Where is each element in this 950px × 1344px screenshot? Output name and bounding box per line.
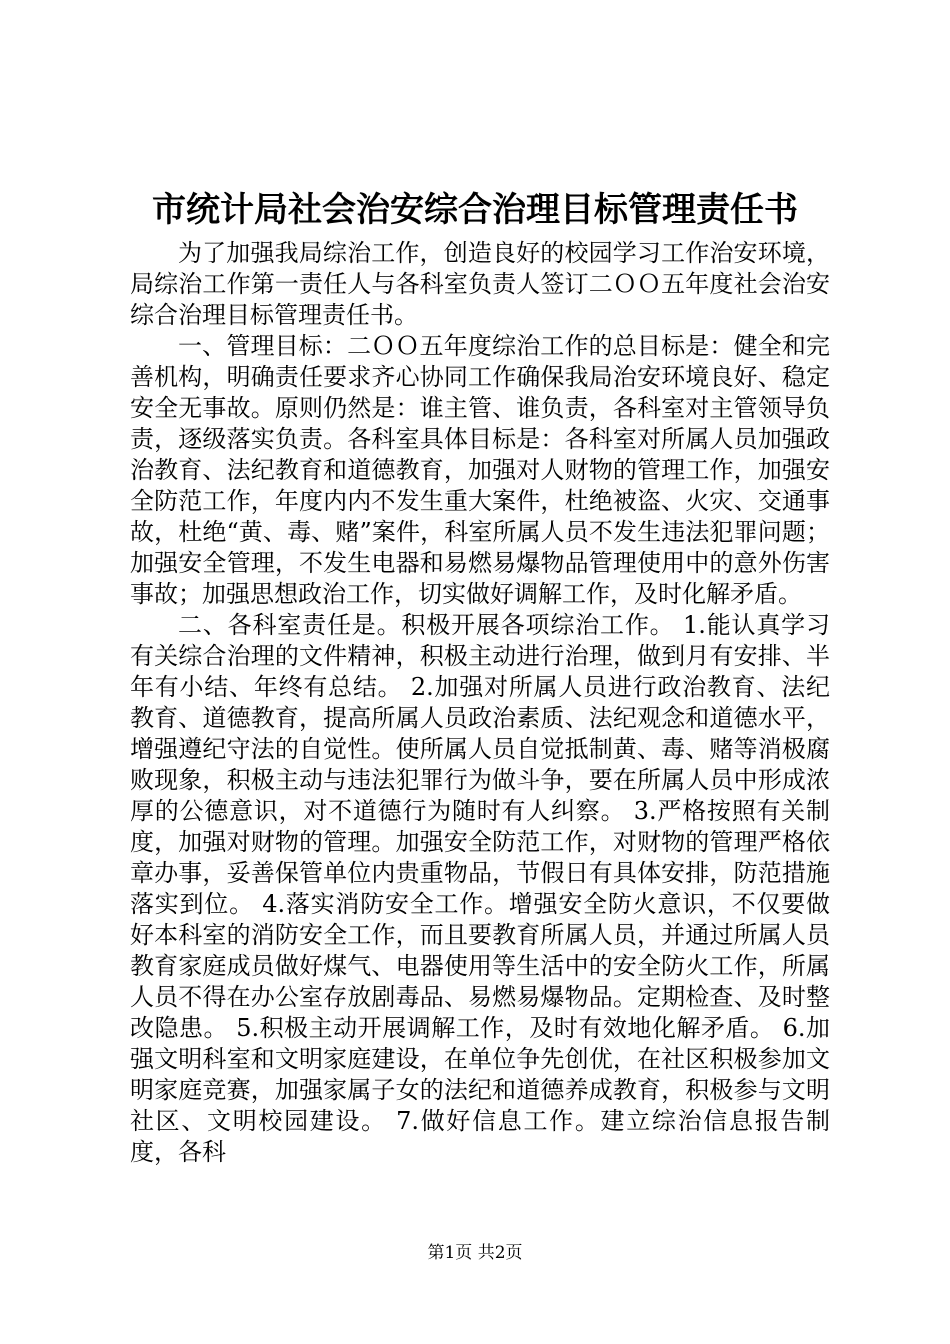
paragraph-management-goals: 一、管理目标：二ＯＯ五年度综治工作的总目标是：健全和完善机构，明确责任要求齐心协同工作确保我局治安环境良好、稳定安全无事故。原则仍然是：谁主管、谁负责，各科室对主管领导负责，逐级落实负责。各科室具体目标是：各科室对所属人员加强政治教育、法纪教育和道德教育，加强对人财物的管理工作，加强安全防范工作，年度内内不发生重大案件，杜绝被盗、火灾、交通事故，杜绝“黄、毒、赌”案件，科室所属人员不发生违法犯罪问题；加强安全管理，不发生电器和易燃易爆物品管理使用中的意外伤害事故；加强思想政治工作，切实做好调解工作，及时化解矛盾。 [130,332,830,608]
page-footer: 第1页 共2页 [427,1243,523,1263]
document-title: 市统计局社会治安综合治理目标管理责任书 [152,190,798,230]
paragraph-section-responsibilities: 二、各科室责任是。积极开展各项综治工作。 1.能认真学习有关综合治理的文件精神，积极主动进行治理，做到月有安排、半年有小结、年终有总结。 2.加强对所属人员进行政治教育、法纪教育、道德教育，提高所属人员政治素质、法纪观念和道德水平，增强遵纪守法的自觉性。使所属人员自觉抵制黄、毒、赌等消极腐败现象，积极主动与违法犯罪行为做斗争，要在所属人员中形成浓厚的公德意识，对不道德行为随时有人纠察。 3.严格按照有关制度，加强对财物的管理。加强安全防范工作，对财物的管理严格依章办事，妥善保管单位内贵重物品，节假日有具体安排，防范措施落实到位。 4.落实消防安全工作。增强安全防火意识，不仅要做好本科室的消防安全工作，而且要教育所属人员，并通过所属人员教育家庭成员做好煤气、电器使用等生活中的安全防火工作，所属人员不得在办公室存放剧毒品、易燃易爆物品。定期检查、及时整改隐患。 5.积极主动开展调解工作，及时有效地化解矛盾。 6.加强文明科室和文明家庭建设，在单位争先创优，在社区积极参加文明家庭竞赛，加强家属子女的法纪和道德养成教育，积极参与文明社区、文明校园建设。 7.做好信息工作。建立综治信息报告制度，各科 [130,611,830,1166]
paragraph-intro: 为了加强我局综治工作，创造良好的校园学习工作治安环境，局综治工作第一责任人与各科室负责人签订二ＯＯ五年度社会治安综合治理目标管理责任书。 [130,239,830,329]
document-body [130,238,830,1168]
